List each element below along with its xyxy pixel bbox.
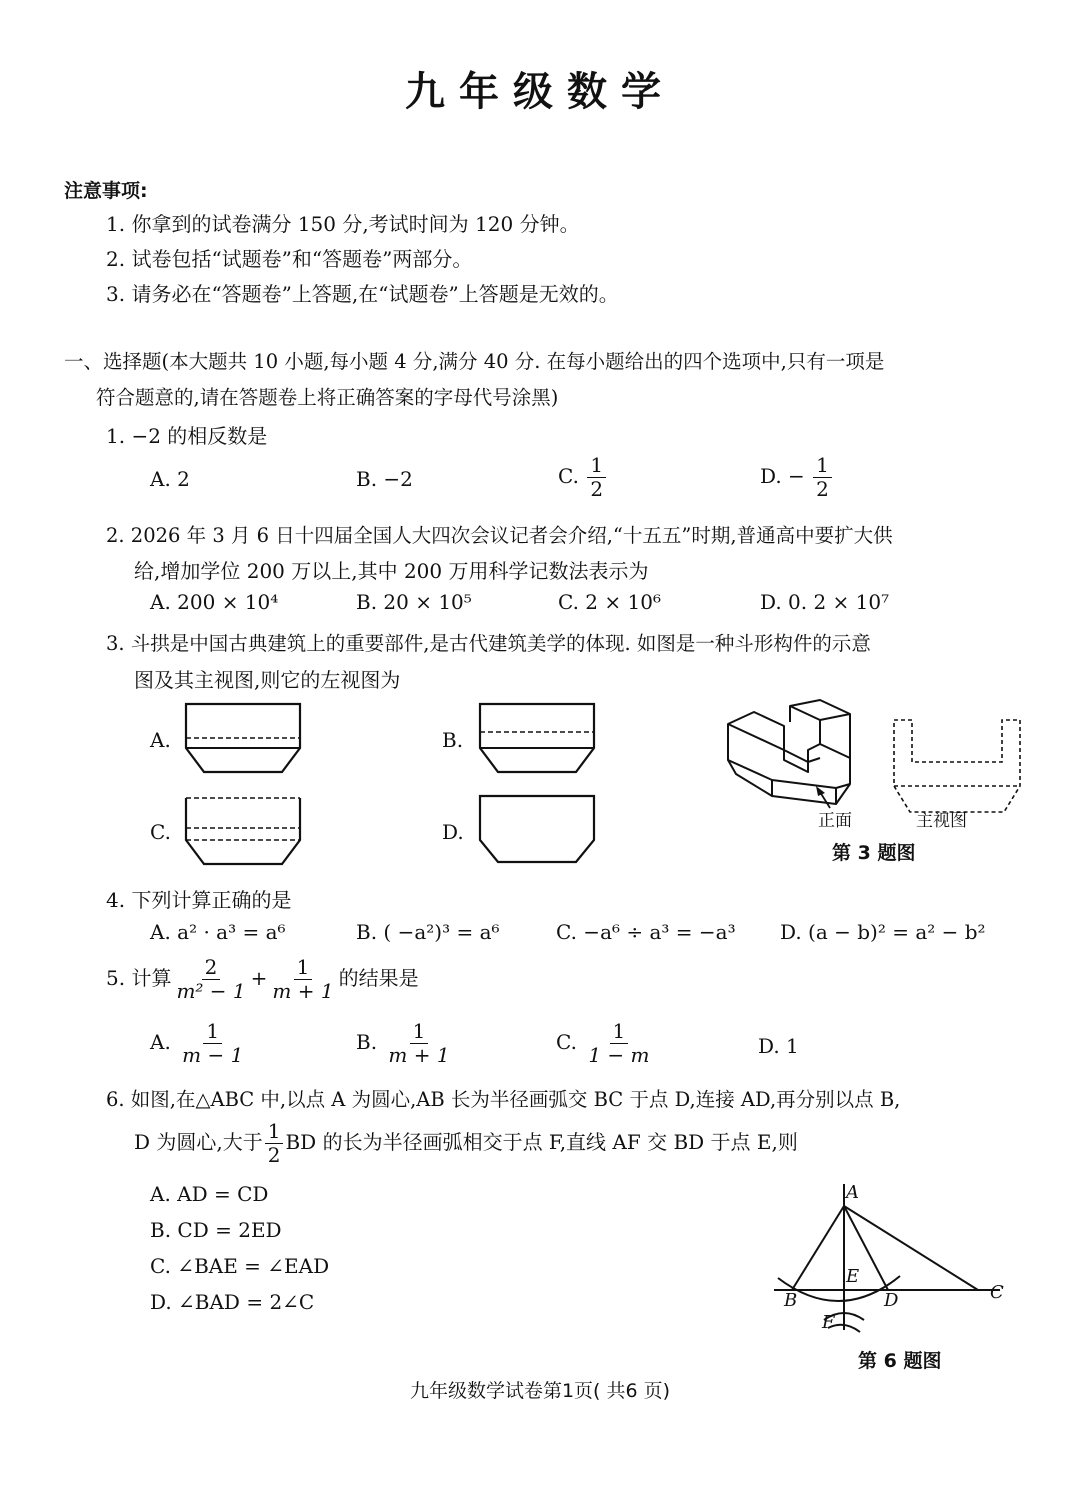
section-heading-line2: 符合题意的,请在答题卷上将正确答案的字母代号涂黑) <box>96 386 559 409</box>
q1-option-c-prefix: C. <box>558 464 579 488</box>
fraction-numerator: 1 <box>265 1120 284 1144</box>
q6-label-e: E <box>846 1266 860 1287</box>
q1-option-a: A. 2 <box>150 467 190 491</box>
q2-option-d: D. 0. 2 × 10⁷ <box>760 590 890 614</box>
section-heading-line1: 一、选择题(本大题共 10 小题,每小题 4 分,满分 40 分. 在每小题给出的四个选项中,只有一项是 <box>64 350 885 373</box>
fraction-denominator: m + 1 <box>272 979 334 1003</box>
fraction-numerator: 1 <box>610 1020 629 1044</box>
q6-half-fraction <box>265 1120 284 1167</box>
q3-option-b-label: B. <box>442 728 464 752</box>
q4-option-b: B. ( −a²)³ = a⁶ <box>356 920 500 944</box>
q5-option-a <box>150 1020 248 1067</box>
q3-main-view-figure <box>890 716 1030 800</box>
q5-plus: + <box>250 966 268 990</box>
q6-label-b: B <box>784 1290 798 1311</box>
q3-option-b-figure <box>476 700 600 780</box>
q2-line2: 给,增加学位 200 万以上,其中 200 万用科学记数法表示为 <box>134 559 649 583</box>
q3-main-view-label: 主视图 <box>916 811 967 831</box>
q2-line1: 2. 2026 年 3 月 6 日十四届全国人大四次会议记者会介绍,“十五五”时期,普通高中要扩大供 <box>106 524 893 547</box>
q3-front-label: 正面 <box>818 811 852 831</box>
q5-option-c-fraction <box>585 1020 652 1067</box>
fraction-numerator: 1 <box>294 956 313 980</box>
q5-stem-suffix: 的结果是 <box>338 966 419 990</box>
q6-line2 <box>134 1120 798 1167</box>
page-title: 九年级数学 <box>405 69 675 115</box>
fraction-numerator: 1 <box>587 454 606 478</box>
q6-label-d: D <box>884 1290 899 1311</box>
q6-option-d: D. ∠BAD = 2∠C <box>150 1290 315 1314</box>
q2-option-c: C. 2 × 10⁶ <box>558 590 661 614</box>
q2-option-b: B. 20 × 10⁵ <box>356 590 472 614</box>
q1-option-b: B. −2 <box>356 467 413 491</box>
q3-option-c-label: C. <box>150 820 171 844</box>
q4-option-d: D. (a − b)² = a² − b² <box>780 920 986 944</box>
q3-line1: 3. 斗拱是中国古典建筑上的重要部件,是古代建筑美学的体现. 如图是一种斗形构件的示意 <box>106 632 871 655</box>
fraction-numerator: 1 <box>203 1020 222 1044</box>
q5-option-b <box>356 1020 455 1067</box>
q6-label-f: F <box>822 1312 835 1333</box>
fraction-denominator: 2 <box>267 1143 281 1167</box>
q6-line1: 6. 如图,在△ABC 中,以点 A 为圆心,AB 长为半径画弧交 BC 于点 D,连接 AD,再分别以点 B, <box>106 1088 901 1111</box>
q6-line2-suffix: BD 的长为半径画弧相交于点 F,直线 AF 交 BD 于点 E,则 <box>285 1130 798 1154</box>
fraction-denominator: m − 1 <box>182 1043 244 1067</box>
fraction-numerator: 2 <box>202 956 221 980</box>
page-footer: 九年级数学试卷第1页( 共6 页) <box>409 1380 671 1402</box>
q3-line2: 图及其主视图,则它的左视图为 <box>134 668 401 692</box>
q5-option-b-prefix: B. <box>356 1030 378 1054</box>
notes-item-3: 3. 请务必在“答题卷”上答题,在“试题卷”上答题是无效的。 <box>106 282 619 306</box>
q1-option-d-prefix: D. − <box>760 464 805 488</box>
q5-stem-prefix: 5. 计算 <box>106 966 172 990</box>
q3-option-a-label: A. <box>150 728 171 752</box>
q6-option-b: B. CD = 2ED <box>150 1218 282 1242</box>
q6-caption: 第 6 题图 <box>858 1350 942 1372</box>
q5-option-c <box>556 1020 654 1067</box>
q1-stem: 1. −2 的相反数是 <box>106 424 268 448</box>
q6-line2-prefix: D 为圆心,大于 <box>134 1130 263 1154</box>
q5-fraction-2 <box>269 956 336 1003</box>
q2-option-a: A. 200 × 10⁴ <box>150 590 279 614</box>
fraction-denominator: 1 − m <box>588 1043 650 1067</box>
q3-bracket-3d-figure <box>724 700 864 810</box>
q3-option-c-figure <box>182 792 306 872</box>
q3-option-d-label: D. <box>442 820 464 844</box>
fraction-denominator: 2 <box>590 477 604 501</box>
q6-label-a: A <box>846 1182 859 1203</box>
q5-option-c-prefix: C. <box>556 1030 577 1054</box>
fraction-denominator: m² − 1 <box>176 979 246 1003</box>
q6-triangle-figure <box>770 1180 1030 1340</box>
fraction-numerator: 1 <box>410 1020 429 1044</box>
q6-option-a: A. AD = CD <box>150 1182 269 1206</box>
q1-option-c <box>558 454 608 501</box>
q5-stem <box>106 956 419 1003</box>
q5-option-b-fraction <box>385 1020 452 1067</box>
fraction-denominator: 2 <box>816 477 829 501</box>
q3-option-a-figure <box>182 700 306 780</box>
q5-option-d: D. 1 <box>758 1034 799 1058</box>
q1-option-d-fraction <box>813 454 832 501</box>
q5-fraction-1 <box>173 956 248 1003</box>
q3-option-d-figure <box>476 792 600 872</box>
q3-caption: 第 3 题图 <box>832 842 916 864</box>
q5-option-a-fraction <box>179 1020 246 1067</box>
q1-option-d <box>760 454 834 501</box>
q1-option-c-fraction <box>587 454 606 501</box>
q4-option-c: C. −a⁶ ÷ a³ = −a³ <box>556 920 736 944</box>
q5-option-a-prefix: A. <box>150 1030 171 1054</box>
q4-stem: 4. 下列计算正确的是 <box>106 888 292 912</box>
notes-item-1: 1. 你拿到的试卷满分 150 分,考试时间为 120 分钟。 <box>106 212 580 236</box>
q6-option-c: C. ∠BAE = ∠EAD <box>150 1254 330 1278</box>
notes-heading: 注意事项: <box>64 180 148 202</box>
fraction-numerator: 1 <box>813 454 832 478</box>
q4-option-a: A. a² · a³ = a⁶ <box>150 920 286 944</box>
q6-label-c: C <box>990 1282 1004 1303</box>
notes-item-2: 2. 试卷包括“试题卷”和“答题卷”两部分。 <box>106 247 473 271</box>
fraction-denominator: m + 1 <box>388 1043 450 1067</box>
